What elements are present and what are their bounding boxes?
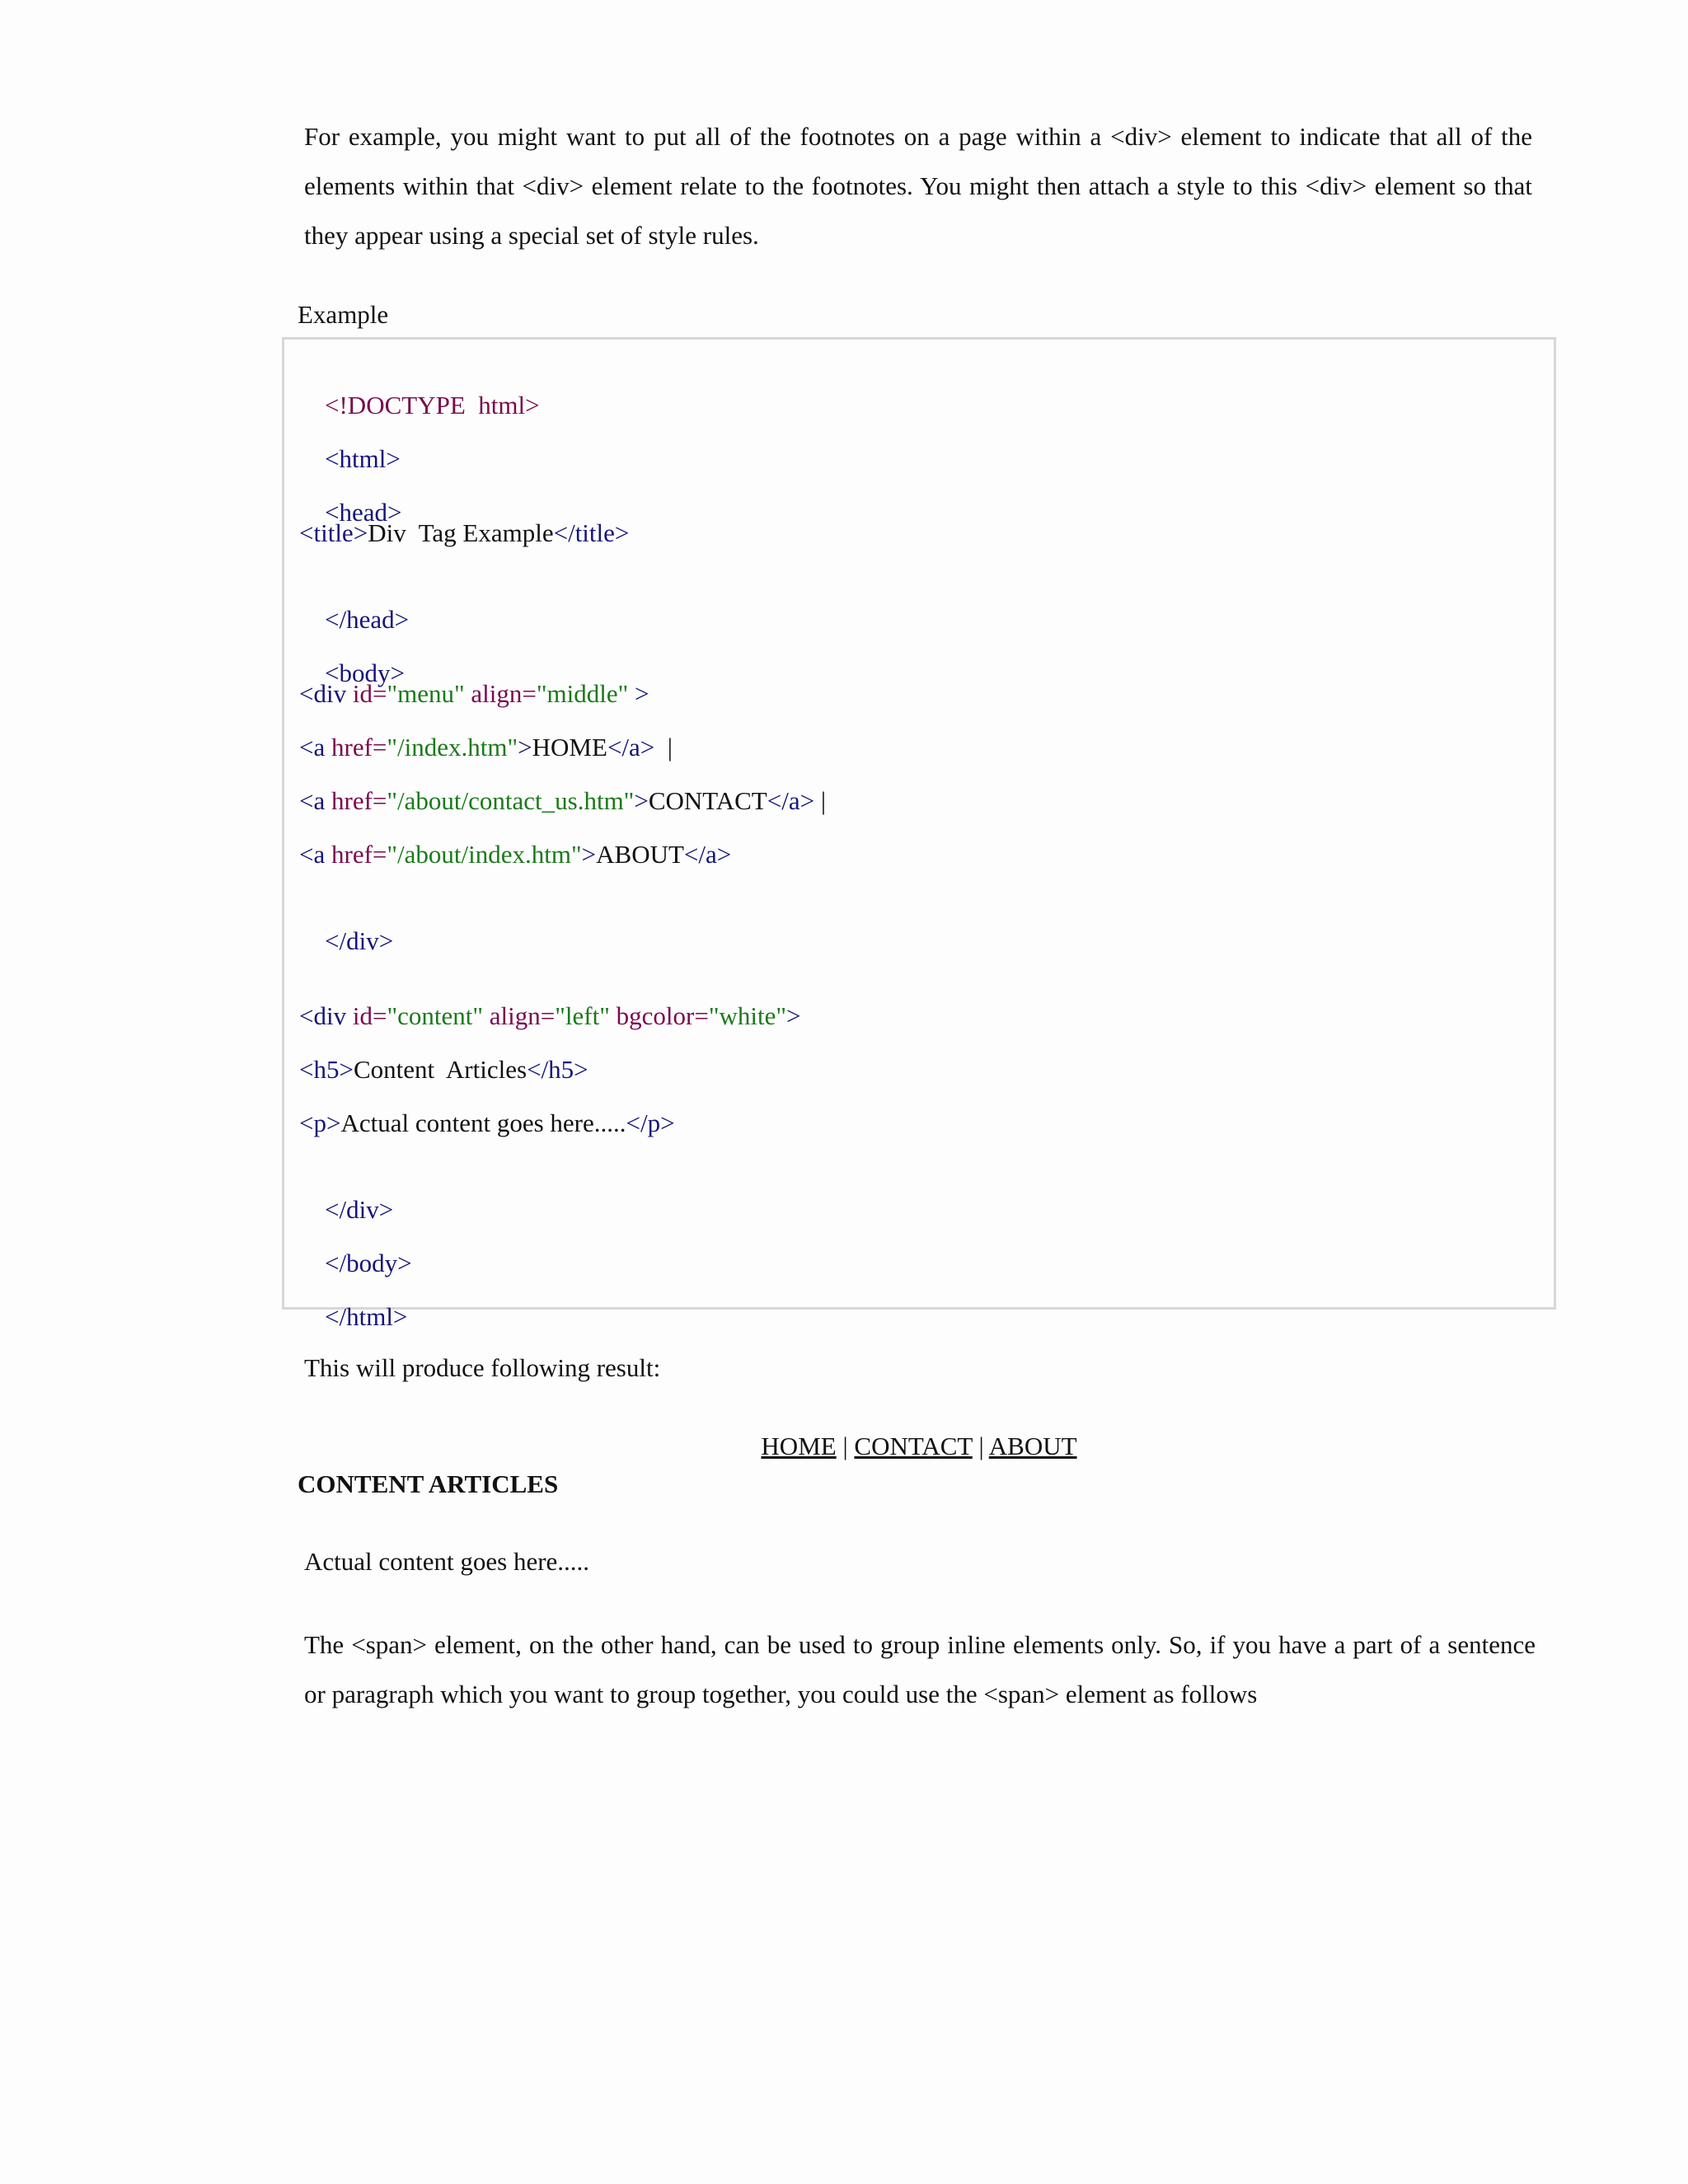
span-paragraph: The <span> element, on the other hand, can be used to group inline elements only. So, if you have a part of a sentence or paragraph which you want to group together, you could use the <span> element as follows (304, 1630, 1536, 1708)
code-contact-attr-value: "/about/contact_us.htm" (387, 786, 635, 815)
code-h5-text: Content Articles (353, 1055, 528, 1084)
code-div-content-attr3-name: bgcolor= (609, 1001, 709, 1030)
code-div-close-1: </div> (325, 926, 394, 955)
code-contact-tag: <a (299, 786, 326, 815)
code-contact-text: CONTACT (648, 786, 767, 815)
code-line-title (299, 517, 629, 550)
code-home-gt: > (518, 733, 532, 762)
result-label: This will produce following result: (304, 1353, 661, 1382)
code-body-close: </body> (325, 1249, 412, 1277)
code-contact-sep: | (814, 786, 827, 815)
code-div-content-attr3-value: "white" (708, 1001, 786, 1030)
code-line-div-close-1 (299, 892, 393, 991)
code-doctype: <!DOCTYPE html> (325, 391, 540, 419)
code-div-content-attr2-value: "left" (555, 1001, 610, 1030)
code-head-close: </head> (325, 605, 410, 634)
code-div-menu-attr1-value: "menu" (387, 679, 465, 708)
code-about-text: ABOUT (596, 840, 684, 869)
code-line-div-content (299, 1000, 800, 1033)
code-home-close: </a> (607, 733, 655, 762)
demo-menu-separator: | (836, 1432, 855, 1460)
code-about-tag: <a (299, 840, 326, 869)
code-div-content-close: > (786, 1001, 801, 1030)
code-html-open: <html> (325, 444, 401, 473)
code-h5-close: </h5> (527, 1055, 588, 1084)
code-home-attr-value: "/index.htm" (387, 733, 518, 762)
demo-heading: CONTENT ARTICLES (298, 1469, 559, 1498)
demo-link-home[interactable]: HOME (761, 1432, 837, 1460)
code-contact-close: </a> (767, 786, 815, 815)
code-p-text: Actual content goes here..... (340, 1108, 626, 1137)
code-title-text: Div Tag Example (368, 518, 554, 547)
code-home-attr-name: href= (325, 733, 387, 762)
code-div-menu-attr1-name: id= (346, 679, 387, 708)
code-line-link-contact (299, 785, 826, 818)
code-div-content-attr1-value: "content" (387, 1001, 484, 1030)
code-p-close: </p> (626, 1108, 675, 1137)
code-home-sep: | (654, 733, 673, 762)
code-line-div-menu (299, 677, 649, 710)
code-home-tag: <a (299, 733, 326, 762)
demo-link-contact[interactable]: CONTACT (854, 1432, 973, 1460)
code-div-content-tag: <div (299, 1001, 347, 1030)
code-div-content-attr1-name: id= (346, 1001, 387, 1030)
code-p-open: <p> (299, 1108, 341, 1137)
code-about-attr-value: "/about/index.htm" (387, 840, 582, 869)
code-div-content-attr2-name: align= (483, 1001, 556, 1030)
example-label: Example (298, 300, 389, 329)
code-title-open: <title> (299, 518, 368, 547)
code-head-open: <head> (325, 498, 402, 527)
code-html-close: </html> (325, 1302, 408, 1331)
code-line-link-home (299, 731, 673, 764)
code-about-gt: > (581, 840, 597, 869)
code-div-menu-close: > (628, 679, 649, 708)
demo-content: Actual content goes here..... (304, 1547, 590, 1576)
code-line-h5 (299, 1053, 588, 1086)
code-line-link-about (299, 838, 731, 871)
code-div-menu-attr2-name: align= (464, 679, 537, 708)
code-about-attr-name: href= (325, 840, 387, 869)
code-title-close: </title> (553, 518, 630, 547)
code-block (282, 337, 1556, 1331)
demo-menu (0, 1427, 1688, 1466)
code-body-open: <body> (325, 658, 405, 687)
code-line-p (299, 1107, 675, 1140)
intro-paragraph: For example, you might want to put all of the footnotes on a page within a <div> element to indicate that all of the elements within that <div> element relate to the footnotes. You might then attach a style to this <div> element so that they appear using a special set of style rules. (304, 122, 1532, 250)
code-div-menu-tag: <div (299, 679, 347, 708)
code-contact-attr-name: href= (325, 786, 387, 815)
code-h5-open: <h5> (299, 1055, 354, 1084)
demo-link-about[interactable]: ABOUT (988, 1432, 1077, 1460)
demo-menu-separator: | (972, 1432, 989, 1460)
code-div-menu-attr2-value: "middle" (536, 679, 629, 708)
code-contact-gt: > (634, 786, 649, 815)
code-home-text: HOME (532, 733, 607, 762)
code-about-close: </a> (683, 840, 732, 869)
code-div-close-2: </div> (325, 1195, 394, 1224)
